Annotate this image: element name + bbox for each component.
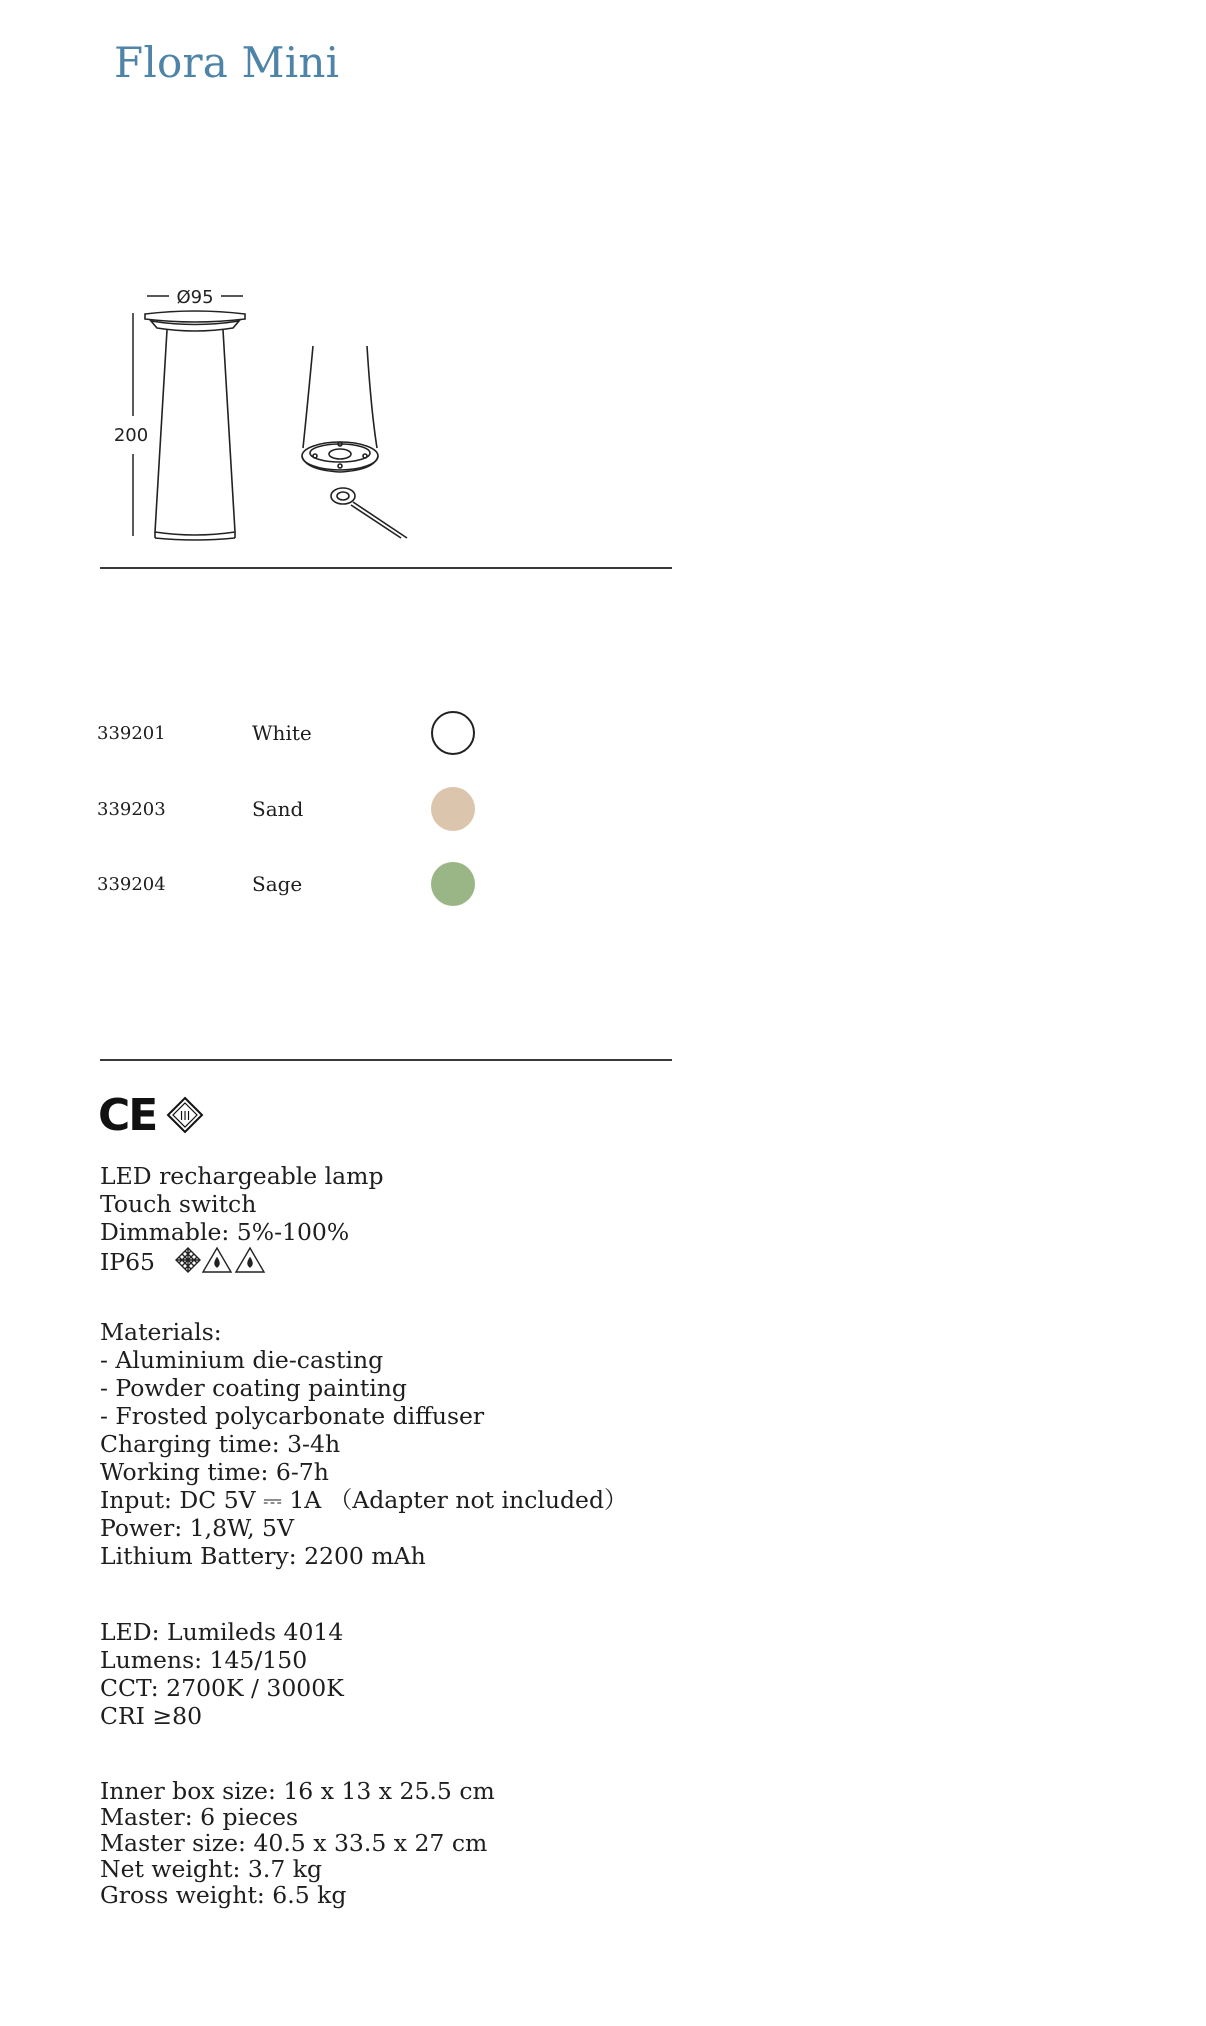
variant-row xyxy=(97,862,517,908)
led-specs xyxy=(100,1618,344,1730)
spec-line: Materials: xyxy=(100,1318,222,1346)
ce-mark-icon: CE xyxy=(98,1092,157,1138)
variant-code: 339201 xyxy=(97,723,166,744)
spec-line: Inner box size: 16 x 13 x 25.5 cm xyxy=(100,1777,495,1805)
spec-line: Master size: 40.5 x 33.5 x 27 cm xyxy=(100,1829,488,1857)
spec-line: - Aluminium die-casting xyxy=(100,1346,384,1374)
spec-line: Power: 1,8W, 5V xyxy=(100,1514,294,1542)
variant-name: Sage xyxy=(252,872,303,896)
materials-specs xyxy=(100,1318,628,1570)
technical-drawing xyxy=(95,270,435,550)
ip-protection-icons xyxy=(174,1246,272,1274)
spec-line: Lithium Battery: 2200 mAh xyxy=(100,1542,426,1570)
feature-list xyxy=(100,1162,384,1276)
feature-line: LED rechargeable lamp xyxy=(100,1162,384,1190)
color-swatch-white xyxy=(431,711,475,755)
class-iii-label: III xyxy=(179,1109,191,1123)
water-jet-icon xyxy=(236,1248,264,1272)
spec-line: Lumens: 145/150 xyxy=(100,1646,308,1674)
feature-line: Touch switch xyxy=(100,1190,257,1218)
variant-code: 339204 xyxy=(97,874,166,895)
spec-line: CCT: 2700K / 3000K xyxy=(100,1674,344,1702)
height-label: 200 xyxy=(113,425,149,446)
spec-line: Net weight: 3.7 kg xyxy=(100,1855,323,1883)
variant-code: 339203 xyxy=(97,799,166,820)
lamp-base-charger-view xyxy=(302,346,407,538)
variant-row xyxy=(97,787,517,833)
variant-name: Sand xyxy=(252,797,304,821)
spec-line: Charging time: 3-4h xyxy=(100,1430,341,1458)
lamp-front-view xyxy=(145,311,245,540)
spec-line: CRI ≥80 xyxy=(100,1702,203,1730)
variant-name: White xyxy=(252,721,312,745)
spec-line: Gross weight: 6.5 kg xyxy=(100,1881,347,1909)
feature-line: Dimmable: 5%-100% xyxy=(100,1218,350,1246)
divider-top xyxy=(100,567,672,569)
color-swatch-sage xyxy=(431,862,475,906)
spec-line: LED: Lumileds 4014 xyxy=(100,1618,344,1646)
packaging-specs xyxy=(100,1778,495,1908)
dust-protection-icon xyxy=(176,1248,200,1272)
spec-line: - Powder coating painting xyxy=(100,1374,407,1402)
spec-line: - Frosted polycarbonate diffuser xyxy=(100,1402,485,1430)
water-jet-icon xyxy=(203,1248,231,1272)
ip-rating: IP65 xyxy=(100,1248,155,1276)
spec-line: Working time: 6-7h xyxy=(100,1458,329,1486)
diameter-label: Ø95 xyxy=(176,287,214,308)
color-swatch-sand xyxy=(431,787,475,831)
variant-row xyxy=(97,711,517,757)
page-title: Flora Mini xyxy=(114,38,340,87)
class-iii-icon xyxy=(168,1098,202,1132)
divider-middle xyxy=(100,1059,672,1061)
spec-line: Master: 6 pieces xyxy=(100,1803,299,1831)
ip-rating-line xyxy=(100,1246,384,1276)
spec-line: Input: DC 5V ⎓ 1A （Adapter not included） xyxy=(100,1486,628,1514)
certification-marks xyxy=(98,1092,208,1138)
